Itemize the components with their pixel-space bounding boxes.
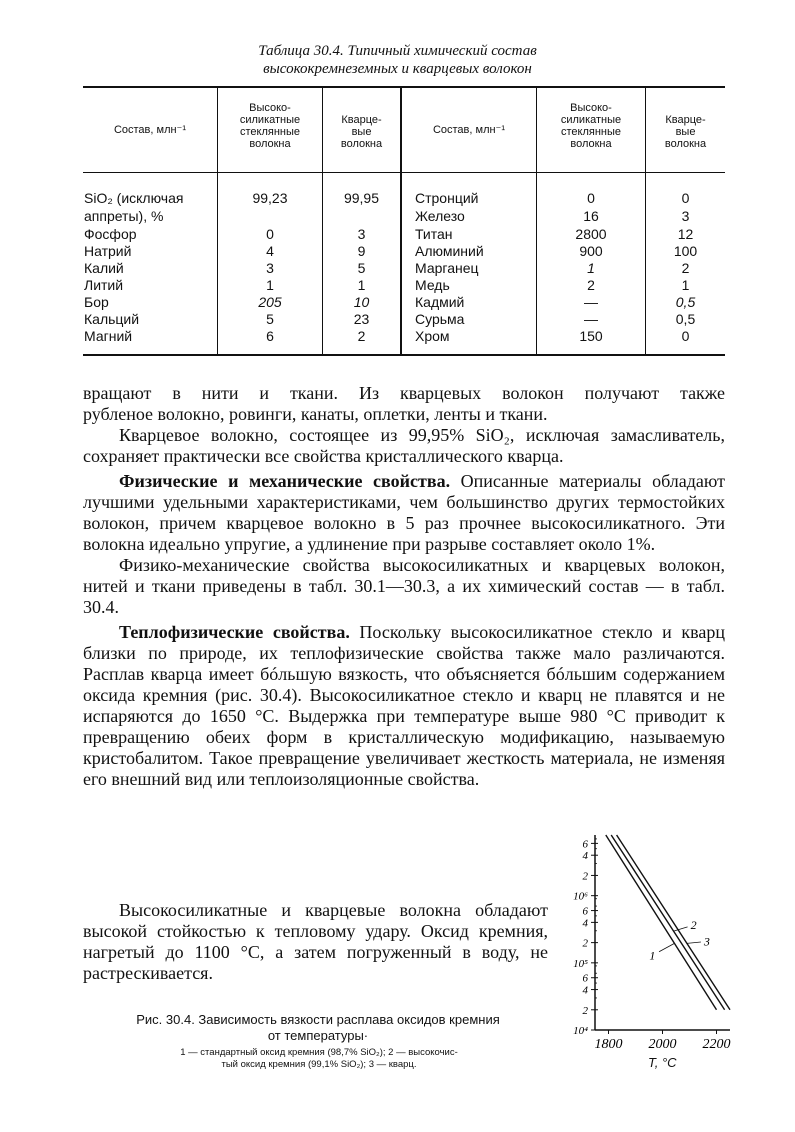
table-cell: — — [584, 294, 598, 310]
table-cell: Кальций — [84, 311, 140, 327]
table-cell: Фосфор — [84, 226, 137, 242]
table-cell: 0,5 — [675, 311, 696, 327]
table-cell: 0 — [587, 190, 595, 206]
table-cell: Хром — [415, 328, 450, 344]
header-high-silica-left: Высоко- силикатные стеклянные волокна — [239, 102, 301, 150]
table-cell: 2 — [587, 277, 595, 293]
table-cell: Титан — [415, 226, 453, 242]
table-cell: 1 — [587, 260, 595, 276]
table-cell: 1 — [266, 277, 274, 293]
series-label-leader — [687, 942, 701, 943]
paragraph-3: Физические и механические свойства. Описанные материалы обладают лучшими удельными характеристиками, чем большинство других термостойких волокон, причем кварцевое волокно в 5 раз прочнее высокосиликатного. Эти волокна идеально упругие, а удлинение при разрыве составляет около 1%. — [83, 471, 725, 554]
table-cell: 2800 — [575, 226, 607, 242]
paragraph-6: Высокосиликатные и кварцевые волокна обладают высокой стойкостью к тепловому удару. Оксид кремния, нагретый до 1100 °С, а затем погруженный в воду, не растрескивается. — [83, 900, 548, 983]
y-tick-label: 6 — [582, 838, 588, 851]
figure-caption: Рис. 30.4. Зависимость вязкости расплава оксидов кремния от температуры· — [136, 1012, 500, 1043]
header-composition-right: Состав, млн⁻¹ — [432, 124, 506, 136]
table-cell: 99,23 — [252, 190, 288, 206]
table-header-rule — [83, 172, 725, 173]
header-high-silica-right: Высоко- силикатные стеклянные волокна — [560, 102, 622, 150]
table-cell: 5 — [266, 311, 274, 327]
table-cell: SiO₂ (исключая — [84, 190, 184, 206]
table-cell: 1 — [681, 277, 690, 293]
series-label-leader — [674, 927, 688, 931]
table-cell: 12 — [677, 226, 694, 242]
table-cell: Литий — [84, 277, 124, 293]
table-bottom-rule — [83, 354, 725, 356]
table-cell: 10 — [353, 294, 370, 310]
y-tick-label: 10⁴ — [573, 1025, 588, 1037]
table-cell: Сурьма — [415, 311, 465, 327]
table-cell: 23 — [353, 311, 370, 327]
table-cell: 3 — [357, 226, 366, 242]
table-top-rule — [83, 86, 725, 88]
table-cell: Алюминий — [415, 243, 484, 259]
x-tick-label: 2000 — [648, 1037, 677, 1052]
series-label-3: 3 — [703, 934, 710, 949]
table-cell: 150 — [579, 328, 603, 344]
y-tick-label: 4 — [582, 850, 588, 863]
table-cell: 900 — [579, 243, 603, 259]
table-cell: Кадмий — [415, 294, 465, 310]
series-label-leader — [659, 943, 674, 951]
table-cell: 6 — [266, 328, 274, 344]
table-cell: 4 — [266, 243, 274, 259]
paragraph-5-heading: Теплофизические свойства. — [119, 622, 350, 642]
header-quartz-left: Кварце- вые волокна — [340, 114, 383, 150]
table-cell: Калий — [84, 260, 124, 276]
table-cell: 2 — [681, 260, 690, 276]
paragraph-1-line1: вращают в нити и ткани. Из кварцевых волокон получают также — [83, 383, 725, 403]
table-cell: 0,5 — [675, 294, 696, 310]
series-line-1 — [606, 835, 717, 1010]
table-cell: 9 — [357, 243, 366, 259]
y-tick-label: 6 — [582, 972, 588, 985]
table-cell: Марганец — [415, 260, 479, 276]
header-composition-left: Состав, млн⁻¹ — [113, 124, 187, 136]
table-cell: 2 — [357, 328, 366, 344]
table-cell: аппреты), % — [84, 208, 164, 224]
y-tick-label: 4 — [582, 984, 588, 997]
table-cell: 3 — [681, 208, 690, 224]
table-caption-line2: высококремнеземных и кварцевых волокон — [263, 61, 532, 77]
table-cell: Железо — [415, 208, 465, 224]
chart-xlabel: T, °C — [648, 1055, 677, 1070]
table-cell: 5 — [357, 260, 366, 276]
table-cell: Натрий — [84, 243, 132, 259]
table-cell: Бор — [84, 294, 109, 310]
table-cell: Медь — [415, 277, 450, 293]
paragraph-1-line2: рубленое волокно, ровинги, канаты, оплетки, ленты и ткани. — [83, 404, 548, 424]
body-text-top — [83, 383, 725, 790]
series-label-1: 1 — [649, 948, 656, 963]
paragraph-2: Кварцевое волокно, состоящее из 99,95% SiO₂, исключая замасливатель, сохраняет практически все свойства кристаллического кварца. — [83, 425, 725, 466]
table-cell: Стронций — [415, 190, 479, 206]
paragraph-5: Теплофизические свойства. Поскольку высокосиликатное стекло и кварц близки по природе, их теплофизические свойства также мало различаются. Расплав кварца имеет бóльшую вязкость, что объясняется бóльшим содержанием оксида кремния (рис. 30.4). Высокосиликатное стекло и кварц не плавятся и не испаряются до 1650 °С. Выдержка при температуре выше 980 °С приводит к превращению обеих форм в кристаллическую модификацию, называемую кристобалитом. Такое превращение увеличивает жесткость материала, не изменяя его внешний вид или теплоизоляционные свойства. — [83, 622, 725, 789]
y-tick-label: 2 — [582, 870, 588, 883]
series-line-3 — [617, 835, 730, 1010]
y-tick-label: 2 — [582, 937, 588, 950]
x-tick-label: 1800 — [594, 1037, 623, 1052]
y-tick-label: 10⁵ — [573, 957, 588, 970]
table-cell: 205 — [258, 294, 282, 310]
viscosity-chart — [555, 820, 745, 1080]
series-label-2: 2 — [690, 918, 697, 933]
y-tick-label: 10⁶ — [573, 890, 588, 903]
table-caption-line1: Таблица 30.4. Типичный химический состав — [258, 43, 537, 59]
paragraph-4: Физико-механические свойства высокосиликатных и кварцевых волокон, нитей и ткани приведены в табл. 30.1—30.3, а их химический состав — в табл. 30.4. — [83, 555, 725, 617]
table-cell: 99,95 — [343, 190, 380, 206]
table-cell: 0 — [681, 190, 690, 206]
paragraph-3-heading: Физические и механические свойства. — [119, 471, 451, 491]
table-cell: 3 — [266, 260, 274, 276]
table-cell: 100 — [673, 243, 698, 259]
figure-legend: 1 — стандартный оксид кремния (98,7% SiO₂); 2 — высокочис- тый оксид кремния (99,1% SiO₂); 3 — кварц. — [180, 1047, 458, 1070]
table-cell: 0 — [266, 226, 274, 242]
table-cell: 0 — [681, 328, 690, 344]
y-tick-label: 2 — [582, 1004, 588, 1017]
y-tick-label: 4 — [582, 917, 588, 930]
table-cell: 16 — [583, 208, 599, 224]
header-quartz-right: Кварце- вые волокна — [664, 114, 707, 150]
table-cell: 1 — [357, 277, 366, 293]
table-cell: — — [584, 311, 598, 327]
series-line-2 — [611, 835, 724, 1010]
x-tick-label: 2200 — [702, 1037, 731, 1052]
table-cell: Магний — [84, 328, 133, 344]
y-tick-label: 6 — [582, 905, 588, 918]
